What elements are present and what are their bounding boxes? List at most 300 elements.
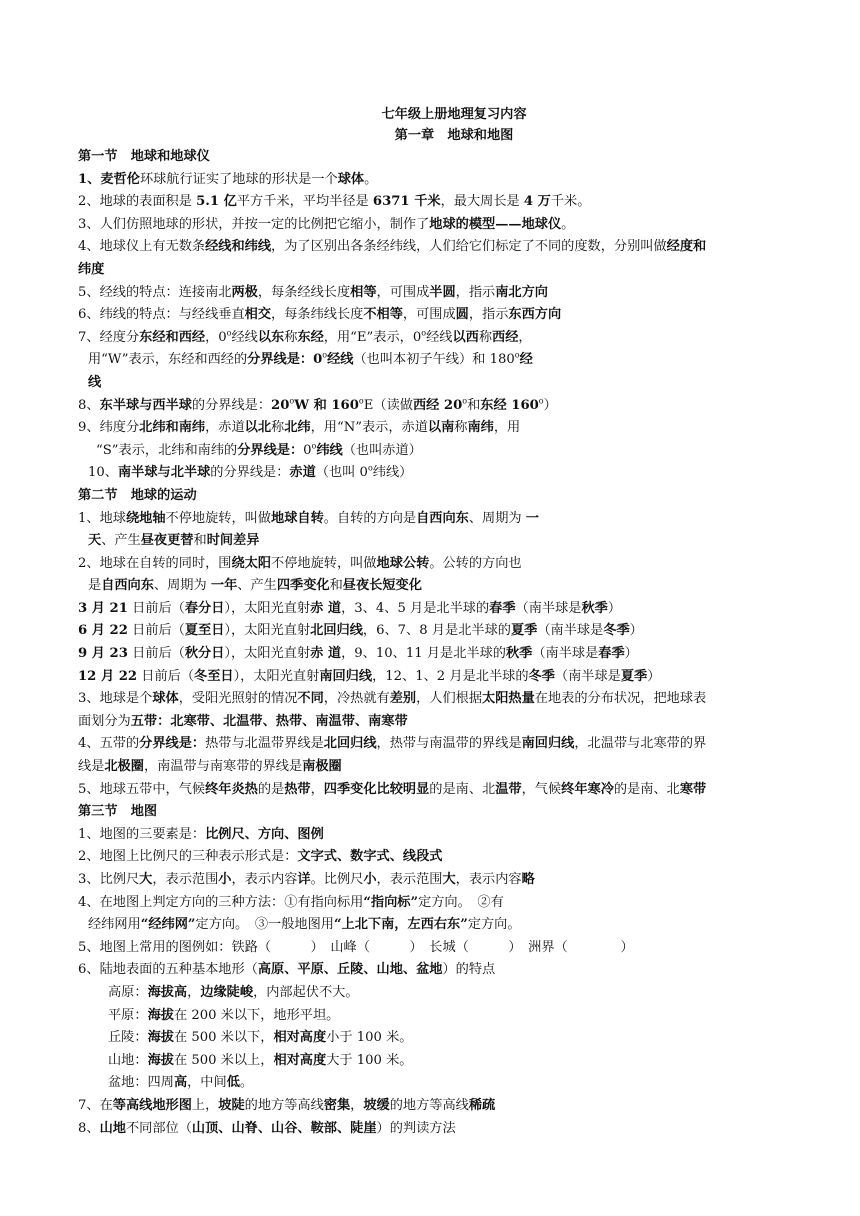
text-line xyxy=(78,711,820,734)
bold-text: 球体 xyxy=(337,171,365,187)
text-run: ， xyxy=(187,984,201,1000)
bold-text: 西经 xyxy=(492,329,519,345)
text-run: ） xyxy=(647,668,661,684)
text-run: ，用“E”表示，0 xyxy=(323,329,422,345)
text-run: ），太阳光直射 xyxy=(224,600,311,616)
bold-text: 昼夜长短变化 xyxy=(342,578,422,594)
bold-text: 秋季 xyxy=(581,600,608,616)
bold-text: 1、 xyxy=(78,171,101,187)
text-run: 1、地球 xyxy=(78,510,126,526)
text-run: ，6、7、8 月是北半球的 xyxy=(362,623,511,639)
bold-text: 南纬 xyxy=(467,420,494,436)
text-run: 第二节 地球的运动 xyxy=(78,487,197,503)
bold-text: 大 xyxy=(139,872,153,887)
text-run: 上， xyxy=(191,1097,219,1113)
degree-mark: o xyxy=(322,350,328,360)
text-run: 5、经线的特点：连接南北 xyxy=(78,284,232,300)
bold-text: 小 xyxy=(363,872,377,887)
text-line xyxy=(78,846,820,869)
text-line xyxy=(78,824,820,847)
text-run: 5、地图上常用的图例如：铁路（ ） 山峰（ ） 长城（ ） 洲界（ ） xyxy=(78,939,634,955)
text-line xyxy=(78,349,820,372)
text-run: 经线 xyxy=(231,329,258,345)
text-line xyxy=(78,372,820,395)
text-run: 6、纬线的特点：与经线垂直 xyxy=(78,307,245,323)
bold-text: 高 xyxy=(173,1075,188,1091)
bold-text: 纬线 xyxy=(316,442,343,458)
text-run: （也叫本初子午线）和 180 xyxy=(353,352,515,368)
text-run: 的分界线是： xyxy=(191,397,272,413)
degree-mark: o xyxy=(358,396,364,406)
text-run: ，冷热就有 xyxy=(323,691,390,707)
bold-text: 夏季 xyxy=(620,668,648,684)
text-line xyxy=(78,779,820,802)
text-run: 在地表的分布状况，把地球表 xyxy=(534,691,707,707)
bold-text: “上北下南，左西右东” xyxy=(333,917,468,933)
text-run: ，指示 xyxy=(455,284,496,300)
degree-mark: o xyxy=(462,396,468,406)
text-line xyxy=(78,169,820,192)
bold-text: 6371 千米 xyxy=(372,194,441,210)
text-run: ，3、4、5 月是北半球的 xyxy=(341,600,490,616)
bold-text: 自西向东 xyxy=(101,578,154,594)
bold-text: 寒带 xyxy=(679,781,707,797)
bold-text: 地球自转 xyxy=(271,510,324,526)
text-run: ，南温带与南寒带的界线是 xyxy=(143,759,303,775)
text-line xyxy=(78,937,820,960)
bold-text: 东经 xyxy=(297,329,324,345)
text-run: 称 xyxy=(454,420,468,436)
text-run: ，受阳光照射的情况 xyxy=(178,691,298,707)
text-run: 小于 100 米。 xyxy=(326,1030,413,1046)
text-run: 6、陆地表面的五种基本地形（ xyxy=(78,962,258,978)
text-line xyxy=(78,304,820,327)
text-run: 2、地图上比例尺的三种表示形式是： xyxy=(78,849,298,865)
text-run: ，热带与南温带的界线是 xyxy=(376,736,522,752)
text-run: ，用 xyxy=(493,420,521,436)
text-run: 。 xyxy=(239,1075,254,1091)
text-run: 山地： xyxy=(108,1052,148,1068)
bold-text: 4 万 xyxy=(523,194,551,210)
text-run: 盆地：四周 xyxy=(108,1075,174,1091)
bold-text: 五带：北寒带、北温带、热带、南温带、南寒带 xyxy=(130,713,408,729)
text-run: ，表示内容 xyxy=(231,872,298,887)
bold-text: 相对高度 xyxy=(273,1052,327,1068)
text-line xyxy=(78,553,820,576)
text-run: 。 xyxy=(561,216,575,232)
text-run: ，指示 xyxy=(468,307,509,323)
text-run: 、产生 xyxy=(237,578,277,594)
bold-text: 差别 xyxy=(389,691,417,707)
bold-text: 热带 xyxy=(284,781,311,797)
bold-text: 东西方向 xyxy=(508,307,562,323)
text-line xyxy=(78,598,820,621)
bold-text: 南回归线 xyxy=(319,668,373,684)
text-run: 的分界线是： xyxy=(210,465,290,481)
text-line xyxy=(78,1005,820,1028)
text-run: 的地方等高线 xyxy=(389,1097,469,1113)
section-heading xyxy=(78,146,820,169)
text-run: 日前后（ xyxy=(137,668,195,684)
text-line xyxy=(78,892,820,915)
text-run: 8、 xyxy=(78,1120,100,1136)
bold-text: 稀疏 xyxy=(468,1097,496,1113)
text-line xyxy=(78,1050,820,1073)
text-run: ，可围成 xyxy=(376,284,430,300)
bold-text: 分界线是： xyxy=(139,736,206,752)
bold-text: 四季变化 xyxy=(276,578,330,594)
text-run: 称 xyxy=(271,420,285,436)
bold-text: 地球的模型——地球仪 xyxy=(429,216,562,232)
bold-text: 不相等 xyxy=(363,307,403,323)
bold-text: 密集 xyxy=(323,1097,351,1113)
text-run: ，9、10、11 月是北半球的 xyxy=(341,646,506,662)
bold-text: 冬季 xyxy=(528,668,555,684)
degree-mark: o xyxy=(367,463,373,473)
bold-text: 纬度 xyxy=(78,261,105,277)
bold-text: 赤 道 xyxy=(310,646,342,662)
text-run: 和 xyxy=(193,533,207,549)
text-line xyxy=(78,620,820,643)
text-run: 3、人们仿照地球的形状，并按一定的比例把它缩小，制作了 xyxy=(78,216,430,232)
text-run: ），太阳光直射 xyxy=(224,623,311,639)
text-line xyxy=(78,688,820,711)
bold-text: 绕地轴 xyxy=(125,510,166,526)
bold-text: 北回归线 xyxy=(323,736,377,752)
bold-text: “经纬网” xyxy=(140,917,196,933)
text-run: 大于 100 米。 xyxy=(326,1052,413,1068)
text-run: ，为了区别出各条经纬线，人们给它们标定了不同的度数，分别叫做 xyxy=(271,239,667,255)
text-line xyxy=(78,282,820,305)
bold-text: 南北方向 xyxy=(495,284,548,300)
bold-text: 线 xyxy=(88,374,102,390)
bold-text: 夏季 xyxy=(510,623,538,639)
bold-text: W 和 160 xyxy=(294,397,359,413)
bold-text: 3 月 21 xyxy=(78,600,128,616)
text-run: 的是 xyxy=(257,781,285,797)
text-run: 、周期为 xyxy=(153,578,211,594)
text-run: 环球航行证实了地球的形状是一个 xyxy=(139,171,338,187)
text-run: 日前后（ xyxy=(127,646,185,662)
bold-text: 详 xyxy=(297,872,311,887)
text-run: 经线 xyxy=(426,329,453,345)
text-run: 的是南、北 xyxy=(613,781,680,797)
text-run: 。 xyxy=(364,171,378,187)
bold-text: 以北 xyxy=(244,420,272,436)
text-run: 用“W”表示，东经和西经的 xyxy=(88,352,248,368)
bold-text: 两极 xyxy=(231,284,258,300)
bold-text: 春季 xyxy=(489,600,516,616)
text-run: 定方向。 xyxy=(467,917,521,933)
text-run: ，气候 xyxy=(521,781,562,797)
bold-text: 冬至日 xyxy=(194,668,234,684)
text-run: 4、地球仪上有无数条 xyxy=(78,239,206,255)
text-run: ） xyxy=(543,397,557,413)
document-body xyxy=(78,146,820,1140)
bold-text: 南半球与北半球 xyxy=(117,465,211,481)
text-run: 。自转的方向是 xyxy=(323,510,417,526)
bold-text: 小 xyxy=(218,872,232,887)
text-run: （也叫赤道） xyxy=(342,442,422,458)
text-run: ， xyxy=(518,329,532,345)
bold-text: 比例尺、方向、图例 xyxy=(205,826,324,842)
text-run: ，北温带与北寒带的界 xyxy=(574,736,707,752)
bold-text: 终年寒冷 xyxy=(561,781,614,797)
bold-text: 球体 xyxy=(152,691,179,707)
text-run: ， xyxy=(350,1097,364,1113)
text-line xyxy=(78,462,820,485)
text-run: 在 500 米以下， xyxy=(173,1030,274,1046)
bold-text: 山地 xyxy=(99,1120,126,1136)
bold-text: 北纬 xyxy=(284,420,311,436)
text-run: ，表示范围 xyxy=(152,872,219,887)
text-line xyxy=(78,530,820,553)
bold-text: 东经 160 xyxy=(480,397,539,413)
text-run: 7、在 xyxy=(78,1097,113,1113)
text-line xyxy=(78,327,820,350)
text-line xyxy=(78,959,820,982)
bold-text: 赤道 xyxy=(289,465,316,481)
text-run: 1、地图的三要素是： xyxy=(78,826,206,842)
degree-mark: o xyxy=(514,350,520,360)
text-run: 千米。 xyxy=(550,194,591,210)
text-run: 平原： xyxy=(108,1007,148,1023)
text-run: 、产生 xyxy=(101,533,141,549)
bold-text: 一年 xyxy=(210,578,238,594)
text-run: 8、 xyxy=(78,397,100,413)
text-run: 4、在地图上判定方向的三种方法：①有指向标用 xyxy=(78,894,364,910)
bold-text: 春分日 xyxy=(184,600,225,616)
degree-mark: o xyxy=(226,328,232,338)
text-run: 和 xyxy=(467,397,481,413)
bold-text: 昼夜更替 xyxy=(140,533,194,549)
text-run: E（读做 xyxy=(363,397,413,413)
chapter-title: 第一章 地球和地图 xyxy=(394,128,514,143)
text-run: ，最大周长是 xyxy=(440,194,524,210)
text-run: （南半球是 xyxy=(532,646,599,662)
text-line xyxy=(78,643,820,666)
text-run: 3、比例尺 xyxy=(78,872,140,887)
text-run: ，人们根据 xyxy=(416,691,483,707)
text-run: 和 xyxy=(329,578,343,594)
bold-text: 夏至日 xyxy=(184,623,225,639)
text-run: 线是 xyxy=(78,759,105,775)
text-run: 2、地球的表面积是 xyxy=(78,194,197,210)
bold-text: 以东 xyxy=(257,329,285,345)
text-run: 不停地旋转，叫做 xyxy=(271,555,377,571)
text-run: 第三节 地图 xyxy=(78,804,158,820)
bold-text: 冬季 xyxy=(603,623,630,639)
text-line xyxy=(78,1027,820,1050)
text-run: ，内部起伏不大。 xyxy=(253,984,359,1000)
text-run: （南半球是 xyxy=(554,668,621,684)
bold-text: 温带 xyxy=(495,781,522,797)
text-run: 。比例尺 xyxy=(310,872,364,887)
text-run: 称 xyxy=(478,329,493,345)
degree-mark: o xyxy=(311,441,317,451)
text-run: 3、地球是个 xyxy=(78,691,153,707)
bold-text: 海拔高 xyxy=(147,984,188,1000)
text-line xyxy=(78,869,820,892)
text-run: ，0 xyxy=(205,329,227,345)
bold-text: 经线 xyxy=(327,352,354,368)
text-run: ，每条纬线长度 xyxy=(271,307,364,323)
text-line xyxy=(78,1072,820,1095)
text-run: 2、地球在自转的同时，围 xyxy=(78,555,232,571)
text-run: 丘陵： xyxy=(108,1030,148,1046)
bold-text: 相对高度 xyxy=(273,1030,327,1046)
section-heading xyxy=(78,801,820,824)
bold-text: 太阳热量 xyxy=(482,691,535,707)
section-heading xyxy=(78,485,820,508)
bold-text: 6 月 22 xyxy=(78,623,128,639)
bold-text: 相交 xyxy=(244,307,272,323)
text-line xyxy=(78,236,820,259)
text-line xyxy=(78,575,820,598)
text-line xyxy=(78,395,820,418)
bold-text: 麦哲伦 xyxy=(100,171,140,187)
text-run: ，表示范围 xyxy=(376,872,443,887)
text-line xyxy=(78,259,820,282)
text-run: 日前后（ xyxy=(127,600,185,616)
text-run: ，用“N”表示，赤道 xyxy=(310,420,428,436)
text-run: ） xyxy=(607,600,622,616)
text-run: 7、经度分 xyxy=(78,329,140,345)
text-run: ，每条经线长度 xyxy=(257,284,351,300)
text-run: ），太阳光直射 xyxy=(224,646,311,662)
text-line xyxy=(78,508,820,531)
text-run: 在 500 米以上， xyxy=(173,1052,274,1068)
bold-text: 分界线是： xyxy=(237,442,304,458)
text-line xyxy=(78,191,820,214)
text-run: 4、五带的 xyxy=(78,736,140,752)
text-run: ）的特点 xyxy=(442,962,496,978)
text-line xyxy=(78,982,820,1005)
bold-text: 终年炎热 xyxy=(205,781,258,797)
bold-text: 20 xyxy=(271,397,290,413)
bold-text: 9 月 23 xyxy=(78,646,128,662)
text-run: 定方向。 ②有 xyxy=(418,894,504,910)
text-run: 经纬网用 xyxy=(88,917,141,933)
bold-text: 北极圈 xyxy=(104,759,144,775)
bold-text: 海拔 xyxy=(147,1052,174,1068)
bold-text: “指向标” xyxy=(363,894,419,910)
bold-text: 北纬和南纬 xyxy=(139,420,206,436)
bold-text: 自西向东 xyxy=(416,510,469,526)
bold-text: 四季变化比较明显 xyxy=(323,781,430,797)
text-run: 9、纬度分 xyxy=(78,420,140,436)
bold-text: 天 xyxy=(88,533,102,549)
text-run: （南半球是 xyxy=(537,623,604,639)
text-run: 的地方等高线 xyxy=(244,1097,324,1113)
bold-text: 半圆 xyxy=(429,284,456,300)
bold-text: 春季 xyxy=(598,646,625,662)
bold-text: 海拔 xyxy=(147,1030,174,1046)
bold-text: 相等 xyxy=(350,284,377,300)
text-line xyxy=(78,914,820,937)
bold-text: 秋季 xyxy=(505,646,533,662)
degree-mark: o xyxy=(421,328,427,338)
document-title: 七年级上册地理复习内容 xyxy=(381,107,527,122)
text-run: 第一节 地球和地球仪 xyxy=(78,149,210,164)
bold-text: 大 xyxy=(442,872,456,887)
bold-text: 山顶、山脊、山谷、鞍部、陡崖 xyxy=(191,1120,377,1136)
bold-text: 地球公转 xyxy=(376,555,430,571)
bold-text: 等高线地形图 xyxy=(112,1097,192,1113)
bold-text: 不同 xyxy=(297,691,324,707)
bold-text: 5.1 亿 xyxy=(196,194,237,210)
bold-text: 坡陡 xyxy=(218,1097,245,1113)
degree-mark: o xyxy=(289,396,295,406)
bold-text: 高原、平原、丘陵、山地、盆地 xyxy=(257,962,443,978)
text-run: 10、 xyxy=(88,465,118,481)
text-run: 不同部位（ xyxy=(125,1120,192,1136)
text-line xyxy=(78,214,820,237)
bold-text: 经 xyxy=(519,352,533,368)
bold-text: 经线和纬线 xyxy=(205,239,272,255)
degree-mark: o xyxy=(538,396,544,406)
text-line xyxy=(78,1095,820,1118)
text-run: ）的判读方法 xyxy=(376,1120,456,1136)
text-run: 、周期为 xyxy=(468,510,526,526)
bold-text: 以西 xyxy=(452,329,479,345)
text-run: 纬线） xyxy=(372,465,413,481)
bold-text: 坡缓 xyxy=(363,1097,390,1113)
text-run: ，表示内容 xyxy=(455,872,522,887)
text-run: ），太阳光直射 xyxy=(233,668,320,684)
bold-text: 北回归线 xyxy=(310,623,363,639)
bold-text: 时间差异 xyxy=(206,533,260,549)
bold-text: 一 xyxy=(525,510,539,526)
text-line xyxy=(78,666,820,689)
text-line xyxy=(78,756,820,779)
text-run: ， xyxy=(310,781,324,797)
text-run: 5、地球五带中，气候 xyxy=(78,781,206,797)
bold-text: 文字式、数字式、线段式 xyxy=(297,849,443,865)
text-run: 面划分为 xyxy=(78,713,131,729)
text-run: ，赤道 xyxy=(205,420,245,436)
text-run: 定方向。 ③一般地图用 xyxy=(195,917,334,933)
text-run: 不停地旋转，叫做 xyxy=(165,510,272,526)
text-run: （南半球是 xyxy=(515,600,582,616)
text-run: 是 xyxy=(88,578,102,594)
text-run: 0 xyxy=(303,442,312,458)
text-run: 在 200 米以下，地形平坦。 xyxy=(173,1007,340,1023)
bold-text: 海拔 xyxy=(147,1007,174,1023)
text-line xyxy=(78,440,820,463)
text-run: 热带与北温带界线是 xyxy=(205,736,324,752)
bold-text: 东经和西经 xyxy=(139,329,206,345)
text-run: 平方千米，平均半径是 xyxy=(236,194,373,210)
bold-text: 低 xyxy=(226,1075,240,1091)
bold-text: 12 月 22 xyxy=(78,668,138,684)
bold-text: 西经 20 xyxy=(412,397,463,413)
text-line xyxy=(78,1118,820,1141)
text-run: （也叫 0 xyxy=(315,465,368,481)
text-run: ，中间 xyxy=(187,1075,227,1091)
text-run: ，12、1、2 月是北半球的 xyxy=(372,668,529,684)
bold-text: 以南 xyxy=(427,420,455,436)
bold-text: 经度和 xyxy=(666,239,707,255)
text-run: “S”表示，北纬和南纬的 xyxy=(96,442,238,458)
bold-text: 东半球与西半球 xyxy=(99,397,192,413)
text-run: 。公转的方向也 xyxy=(429,555,522,571)
bold-text: 赤 道 xyxy=(310,600,342,616)
text-run: ） xyxy=(629,623,643,639)
text-run: 高原： xyxy=(108,984,148,1000)
bold-text: 南极圈 xyxy=(302,759,342,775)
text-line xyxy=(78,733,820,756)
